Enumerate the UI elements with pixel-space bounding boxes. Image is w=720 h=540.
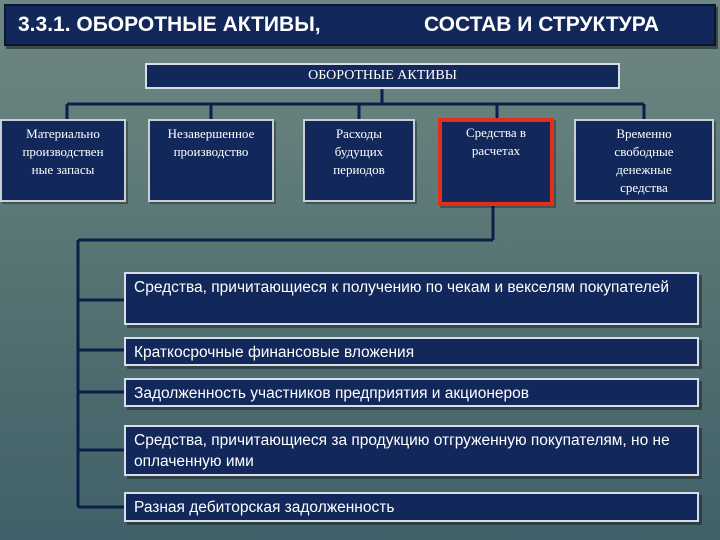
- category-settlements-highlighted: [438, 118, 554, 206]
- category-label: Временно свободные денежные средства: [614, 126, 674, 195]
- receivable-item-4: Средства, причитающиеся за продукцию отгруженную покупателям, но не оплаченную ими: [124, 425, 699, 476]
- category-material-stocks: [0, 119, 126, 202]
- category-work-in-progress: [148, 119, 274, 202]
- title-right: СОСТАВ И СТРУКТУРА: [424, 13, 660, 36]
- root-node: ОБОРОТНЫЕ АКТИВЫ: [145, 63, 620, 89]
- receivable-item-1: Средства, причитающиеся к получению по чекам и векселям покупателей: [124, 272, 699, 325]
- receivable-item-3: Задолженность участников предприятия и акционеров: [124, 378, 699, 407]
- category-free-cash: [574, 119, 714, 202]
- receivable-item-2: Краткосрочные финансовые вложения: [124, 337, 699, 366]
- category-deferred-expenses: [303, 119, 415, 202]
- category-label: Расходы будущих периодов: [333, 126, 385, 177]
- category-label: Средства в расчетах: [466, 125, 526, 158]
- title-left: 3.3.1. ОБОРОТНЫЕ АКТИВЫ,: [18, 13, 321, 36]
- category-label: Незавершенное производство: [167, 126, 255, 159]
- receivable-item-5: Разная дебиторская задолженность: [124, 492, 699, 522]
- category-label: Материально производствен ные запасы: [22, 126, 104, 177]
